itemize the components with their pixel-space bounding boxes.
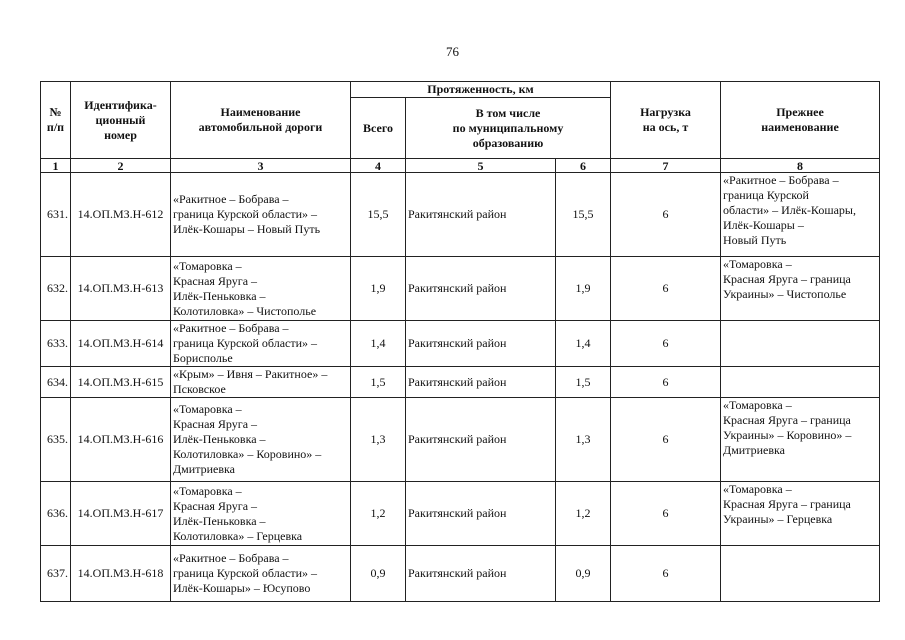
road-name-line: «Ракитное – Бобрава – (173, 551, 289, 565)
road-id: 14.ОП.МЗ.Н-617 (71, 482, 171, 546)
previous-name-line: Илёк-Кошары – (723, 218, 804, 232)
municipality: Ракитянский район (406, 173, 556, 257)
header-id: Идентифика- ционный номер (71, 82, 171, 159)
axle-load: 6 (611, 546, 721, 602)
municipal-length: 1,3 (556, 398, 611, 482)
road-name-line: Илёк-Пеньковка – (173, 432, 266, 446)
previous-name (721, 398, 880, 482)
row-number: 636. (41, 482, 71, 546)
road-name-line: Илёк-Кошары – Новый Путь (173, 222, 321, 236)
header-total: Всего (351, 98, 406, 159)
header-previous: Прежнее наименование (721, 82, 880, 159)
previous-name-line: Красная Яруга – граница (723, 272, 851, 286)
row-number: 637. (41, 546, 71, 602)
road-name-line: Красная Яруга – (173, 417, 258, 431)
table-row (41, 398, 880, 482)
column-number: 4 (351, 159, 406, 173)
row-number: 632. (41, 257, 71, 321)
road-id: 14.ОП.МЗ.Н-613 (71, 257, 171, 321)
row-number: 633. (41, 321, 71, 367)
previous-name-line: области» – Илёк-Кошары, (723, 203, 856, 217)
previous-name-line: «Томаровка – (723, 398, 792, 412)
road-name-line: граница Курской области» – (173, 566, 318, 580)
road-name-line: Красная Яруга – (173, 273, 258, 288)
road-name (171, 482, 351, 546)
previous-name-line: Украины» – Герцевка (723, 512, 833, 526)
road-id: 14.ОП.МЗ.Н-612 (71, 173, 171, 257)
axle-load: 6 (611, 173, 721, 257)
road-name-line: «Томаровка – (173, 402, 242, 416)
road-id: 14.ОП.МЗ.Н-618 (71, 546, 171, 602)
road-name-line: «Ракитное – Бобрава – (173, 321, 289, 335)
road-name (171, 173, 351, 257)
municipality: Ракитянский район (406, 367, 556, 398)
previous-name-line: граница Курской (723, 188, 809, 202)
road-name-line: Илёк-Пеньковка – (173, 513, 266, 528)
previous-name-line: Красная Яруга – граница (723, 497, 851, 511)
previous-name-line: «Томаровка – (723, 257, 792, 271)
axle-load: 6 (611, 321, 721, 367)
table-row (41, 546, 880, 602)
length-total: 1,4 (351, 321, 406, 367)
previous-name-line: Красная Яруга – граница (723, 413, 851, 427)
road-name-line: «Томаровка – (173, 258, 242, 273)
table-row (41, 173, 880, 257)
header-length: Протяженность, км (351, 82, 611, 98)
column-number: 2 (71, 159, 171, 173)
road-name-line: Колотиловка» – Коровино» – (173, 447, 322, 461)
road-name-line: «Томаровка – (173, 483, 242, 498)
column-number: 8 (721, 159, 880, 173)
road-name-line: Колотиловка» – Герцевка (173, 528, 303, 543)
road-name-line: Колотиловка» – Чистополье (173, 303, 317, 318)
row-number: 631. (41, 173, 71, 257)
road-name-line: Борисполье (173, 351, 233, 365)
column-number: 3 (171, 159, 351, 173)
road-name (171, 367, 351, 398)
road-name (171, 321, 351, 367)
municipality: Ракитянский район (406, 257, 556, 321)
municipality: Ракитянский район (406, 398, 556, 482)
axle-load: 6 (611, 257, 721, 321)
previous-name-line: «Томаровка – (723, 482, 792, 496)
page-number: 76 (446, 44, 459, 59)
axle-load: 6 (611, 398, 721, 482)
previous-name-line: Украины» – Чистополье (723, 287, 847, 301)
road-name-line: Дмитриевка (173, 462, 235, 476)
road-id: 14.ОП.МЗ.Н-614 (71, 321, 171, 367)
municipal-length: 0,9 (556, 546, 611, 602)
length-total: 1,3 (351, 398, 406, 482)
road-name-line: «Ракитное – Бобрава – (173, 192, 289, 206)
column-number: 1 (41, 159, 71, 173)
road-name (171, 257, 351, 321)
road-name-line: Илёк-Пеньковка – (173, 288, 266, 303)
axle-load: 6 (611, 367, 721, 398)
header-load: Нагрузка на ось, т (611, 82, 721, 159)
municipal-length: 1,5 (556, 367, 611, 398)
previous-name (721, 482, 880, 546)
municipal-length: 1,9 (556, 257, 611, 321)
header-municipal: В том числе по муниципальному образованию (406, 98, 611, 159)
row-number: 635. (41, 398, 71, 482)
table-row (41, 257, 880, 321)
length-total: 1,5 (351, 367, 406, 398)
column-number: 7 (611, 159, 721, 173)
column-number: 5 (406, 159, 556, 173)
road-name (171, 398, 351, 482)
road-name-line: граница Курской области» – (173, 207, 318, 221)
municipality: Ракитянский район (406, 546, 556, 602)
previous-name (721, 257, 880, 321)
row-number: 634. (41, 367, 71, 398)
road-name-line: Псковское (173, 382, 226, 396)
previous-name-line: Дмитриевка (723, 443, 785, 457)
table-body (41, 173, 880, 602)
road-name-line: Красная Яруга – (173, 498, 258, 513)
road-id: 14.ОП.МЗ.Н-616 (71, 398, 171, 482)
length-total: 15,5 (351, 173, 406, 257)
road-name-line: «Крым» – Ивня – Ракитное» – (173, 367, 328, 381)
table-row (41, 367, 880, 398)
previous-name-line: Украины» – Коровино» – (723, 428, 852, 442)
header-name: Наименование автомобильной дороги (171, 82, 351, 159)
previous-name-line: Новый Путь (723, 233, 787, 247)
header-num: № п/п (41, 82, 71, 159)
column-number: 6 (556, 159, 611, 173)
previous-name (721, 321, 880, 367)
road-id: 14.ОП.МЗ.Н-615 (71, 367, 171, 398)
road-name (171, 546, 351, 602)
axle-load: 6 (611, 482, 721, 546)
municipality: Ракитянский район (406, 482, 556, 546)
table-row (41, 482, 880, 546)
previous-name (721, 546, 880, 602)
municipal-length: 15,5 (556, 173, 611, 257)
length-total: 1,9 (351, 257, 406, 321)
road-name-line: Илёк-Кошары» – Юсупово (173, 581, 311, 595)
previous-name (721, 173, 880, 257)
municipality: Ракитянский район (406, 321, 556, 367)
length-total: 0,9 (351, 546, 406, 602)
municipal-length: 1,4 (556, 321, 611, 367)
municipal-length: 1,2 (556, 482, 611, 546)
table-row (41, 321, 880, 367)
length-total: 1,2 (351, 482, 406, 546)
roads-table (40, 81, 880, 602)
previous-name-line: «Ракитное – Бобрава – (723, 173, 839, 187)
road-name-line: граница Курской области» – (173, 336, 318, 350)
previous-name (721, 367, 880, 398)
